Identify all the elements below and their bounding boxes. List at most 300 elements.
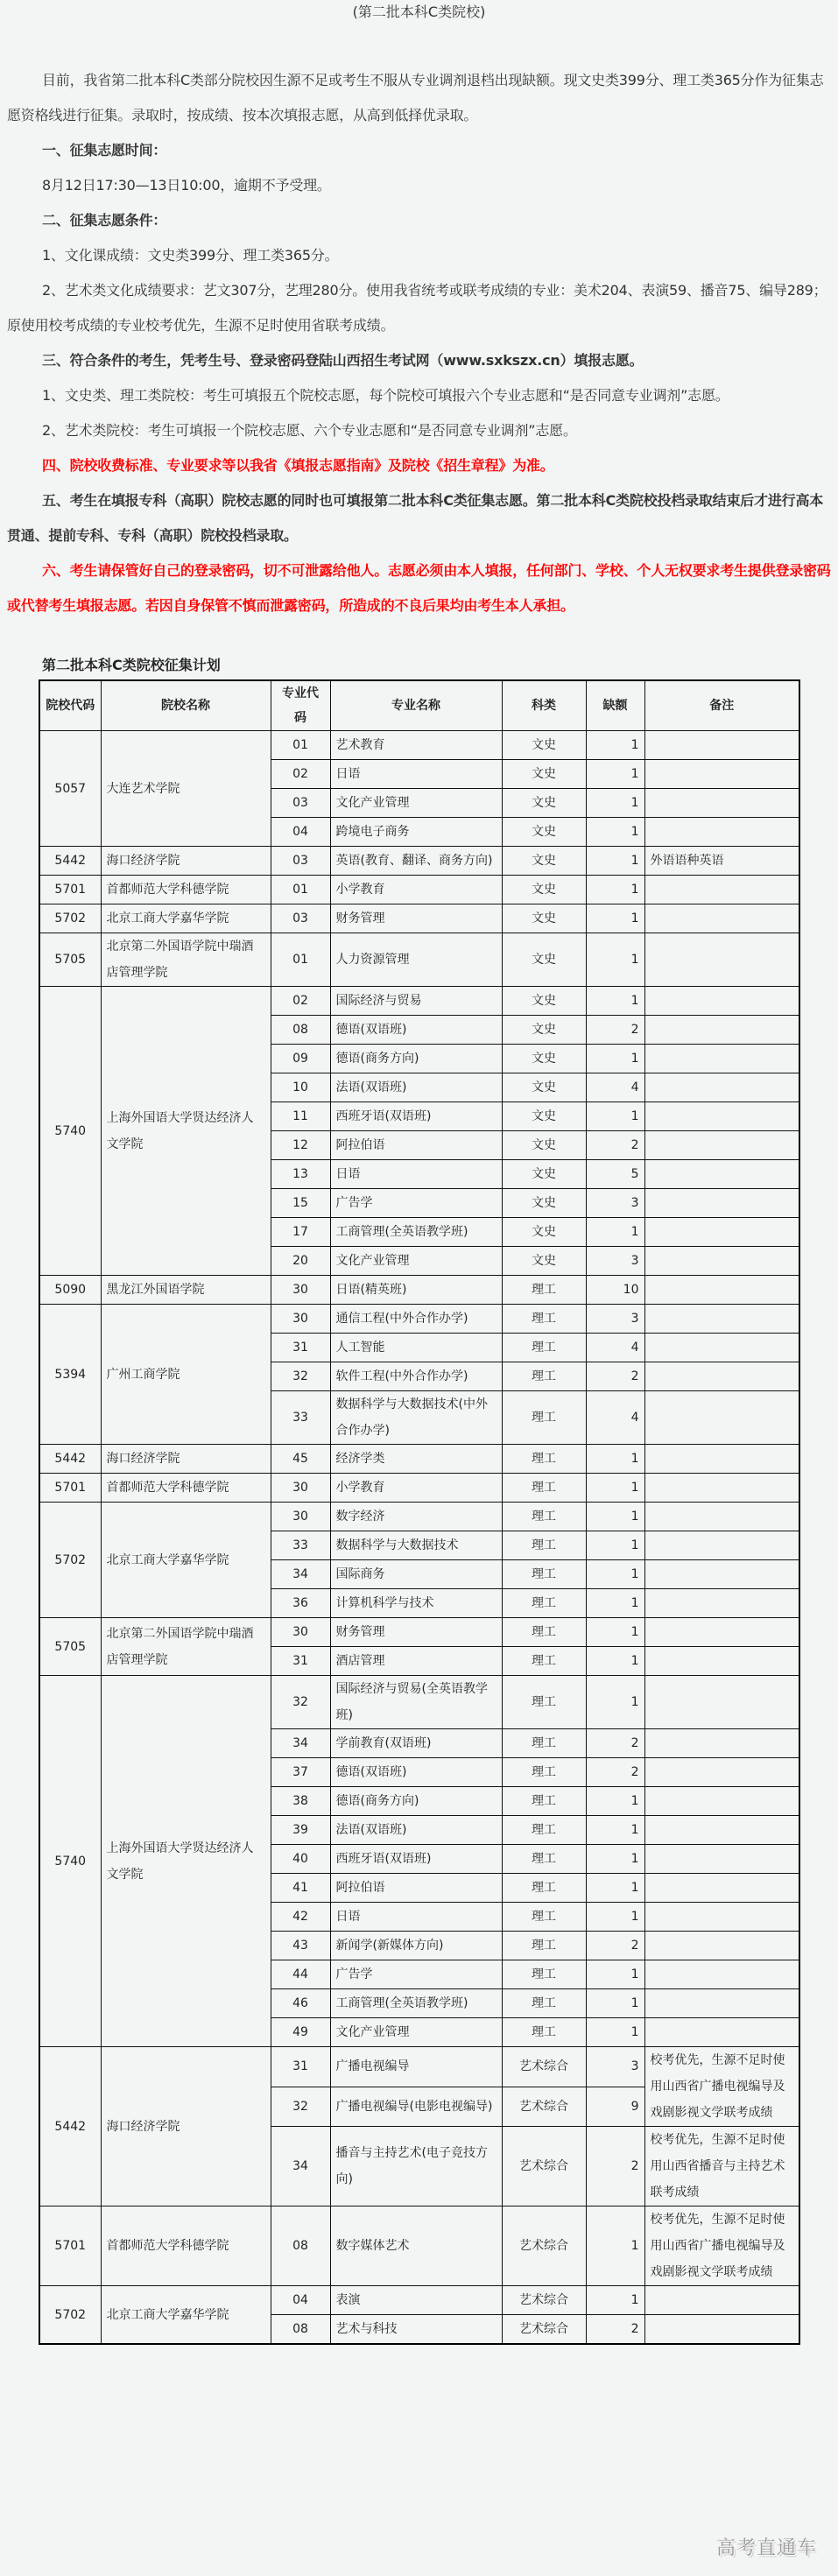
- cell-major-name: 人工智能: [330, 1334, 502, 1362]
- cell-major-name: 数据科学与大数据技术: [330, 1531, 502, 1560]
- cell-major-code: 02: [271, 987, 330, 1016]
- cell-category: 理工: [502, 1758, 586, 1787]
- cell-school-code: 5702: [39, 904, 101, 933]
- cell-major-name: 法语(双语班): [330, 1816, 502, 1845]
- cell-major-name: 德语(商务方向): [330, 1045, 502, 1073]
- header-major-code: 专业代码: [271, 680, 330, 731]
- cell-remarks: [644, 1589, 799, 1618]
- cell-remarks: [644, 876, 799, 904]
- cell-vacancy: 1: [586, 818, 644, 847]
- cell-major-name: 播音与主持艺术(电子竞技方向): [330, 2127, 502, 2206]
- cell-major-name: 广播电视编导(电影电视编导): [330, 2087, 502, 2127]
- cell-major-name: 日语(精英班): [330, 1276, 502, 1305]
- cell-school-name: 上海外国语大学贤达经济人文学院: [101, 987, 271, 1276]
- cell-major-code: 34: [271, 1729, 330, 1758]
- cell-remarks: 外语语种英语: [644, 847, 799, 876]
- cell-major-code: 08: [271, 1016, 330, 1045]
- cell-major-name: 数据科学与大数据技术(中外合作办学): [330, 1391, 502, 1445]
- cell-vacancy: 2: [586, 1362, 644, 1391]
- cell-major-code: 30: [271, 1503, 330, 1531]
- cell-major-name: 经济学类: [330, 1445, 502, 1474]
- cell-remarks: [644, 1474, 799, 1503]
- cell-school-name: 首都师范大学科德学院: [101, 1474, 271, 1503]
- cell-major-code: 30: [271, 1276, 330, 1305]
- cell-vacancy: 1: [586, 1531, 644, 1560]
- cell-major-code: 34: [271, 2127, 330, 2206]
- cell-major-code: 30: [271, 1618, 330, 1647]
- cell-major-code: 01: [271, 876, 330, 904]
- cell-major-name: 通信工程(中外合作办学): [330, 1305, 502, 1334]
- cell-remarks: [644, 1334, 799, 1362]
- cell-school-code: 5701: [39, 1474, 101, 1503]
- cell-category: 艺术综合: [502, 2315, 586, 2345]
- cell-major-name: 国际经济与贸易: [330, 987, 502, 1016]
- cell-school-name: 海口经济学院: [101, 1445, 271, 1474]
- cell-category: 理工: [502, 1276, 586, 1305]
- cell-vacancy: 1: [586, 2018, 644, 2047]
- cell-remarks: [644, 987, 799, 1016]
- cell-school-code: 5740: [39, 987, 101, 1276]
- cell-category: 理工: [502, 1589, 586, 1618]
- enrollment-plan-table: [39, 679, 800, 2345]
- cell-category: 理工: [502, 1445, 586, 1474]
- cell-school-name: 大连艺术学院: [101, 731, 271, 847]
- cell-category: 理工: [502, 1531, 586, 1560]
- table-row: [39, 847, 799, 876]
- cell-major-code: 10: [271, 1073, 330, 1102]
- cell-remarks: [644, 1676, 799, 1729]
- cell-category: 理工: [502, 1503, 586, 1531]
- cell-category: 理工: [502, 1729, 586, 1758]
- section-text: 2、艺术类文化成绩要求：艺文307分，艺理280分。使用我省统考或联考成绩的专业：美术204、表演59、播音75、编导289；原使用校考成绩的专业校考优先，生源不足时使用省联考成绩。: [7, 282, 827, 334]
- cell-major-name: 国际商务: [330, 1560, 502, 1589]
- cell-major-name: 工商管理(全英语教学班): [330, 1218, 502, 1247]
- cell-vacancy: 4: [586, 1073, 644, 1102]
- table-row: [39, 1474, 799, 1503]
- cell-category: 文史: [502, 1045, 586, 1073]
- section-heading: 二、征集志愿条件：: [42, 212, 167, 229]
- cell-major-code: 34: [271, 1560, 330, 1589]
- cell-category: 文史: [502, 1247, 586, 1276]
- cell-major-code: 03: [271, 789, 330, 818]
- cell-vacancy: 2: [586, 2127, 644, 2206]
- cell-category: 理工: [502, 1874, 586, 1903]
- cell-remarks: [644, 2315, 799, 2345]
- table-row: [39, 904, 799, 933]
- cell-school-name: 北京工商大学嘉华学院: [101, 904, 271, 933]
- table-header-row: [39, 680, 799, 731]
- cell-category: 文史: [502, 1189, 586, 1218]
- cell-major-name: 日语: [330, 1160, 502, 1189]
- cell-remarks: [644, 818, 799, 847]
- cell-major-name: 英语(教育、翻译、商务方向): [330, 847, 502, 876]
- cell-school-name: 海口经济学院: [101, 847, 271, 876]
- cell-major-name: 人力资源管理: [330, 933, 502, 987]
- cell-major-name: 阿拉伯语: [330, 1874, 502, 1903]
- cell-major-code: 32: [271, 1676, 330, 1729]
- cell-major-name: 表演: [330, 2286, 502, 2315]
- cell-remarks: [644, 1391, 799, 1445]
- cell-vacancy: 1: [586, 1474, 644, 1503]
- cell-major-name: 日语: [330, 1903, 502, 1932]
- cell-category: 文史: [502, 847, 586, 876]
- cell-school-code: 5701: [39, 2206, 101, 2286]
- cell-category: 理工: [502, 2018, 586, 2047]
- page-subtitle: (第二批本科C类院校): [352, 4, 486, 20]
- section-heading: 五、考生在填报专科（高职）院校志愿的同时也可填报第二批本科C类征集志愿。第二批本科C类院校投档录取结束后才进行高本贯通、提前专科、专科（高职）院校投档录取。: [7, 492, 824, 544]
- cell-major-name: 跨境电子商务: [330, 818, 502, 847]
- cell-major-name: 法语(双语班): [330, 1073, 502, 1102]
- cell-remarks: [644, 1989, 799, 2018]
- cell-category: 艺术综合: [502, 2087, 586, 2127]
- cell-vacancy: 9: [586, 2087, 644, 2127]
- cell-school-code: 5701: [39, 876, 101, 904]
- cell-school-name: 北京第二外国语学院中瑞酒店管理学院: [101, 933, 271, 987]
- cell-remarks: [644, 1787, 799, 1816]
- cell-remarks: [644, 789, 799, 818]
- cell-remarks: [644, 1531, 799, 1560]
- cell-major-code: 30: [271, 1305, 330, 1334]
- cell-remarks: [644, 1016, 799, 1045]
- cell-remarks: [644, 1445, 799, 1474]
- cell-remarks: [644, 1102, 799, 1131]
- cell-major-code: 08: [271, 2206, 330, 2286]
- cell-vacancy: 2: [586, 1758, 644, 1787]
- cell-category: 理工: [502, 1932, 586, 1960]
- cell-category: 理工: [502, 1816, 586, 1845]
- cell-remarks: [644, 933, 799, 987]
- cell-remarks: [644, 1816, 799, 1845]
- cell-vacancy: 3: [586, 1189, 644, 1218]
- cell-vacancy: 2: [586, 1016, 644, 1045]
- cell-category: 文史: [502, 876, 586, 904]
- cell-vacancy: 1: [586, 1874, 644, 1903]
- cell-category: 文史: [502, 1160, 586, 1189]
- cell-vacancy: 1: [586, 1045, 644, 1073]
- cell-category: 文史: [502, 933, 586, 987]
- cell-category: 艺术综合: [502, 2286, 586, 2315]
- cell-vacancy: 1: [586, 1676, 644, 1729]
- cell-vacancy: 3: [586, 1247, 644, 1276]
- cell-major-code: 12: [271, 1131, 330, 1160]
- cell-major-name: 文化产业管理: [330, 1247, 502, 1276]
- cell-category: 文史: [502, 760, 586, 789]
- cell-vacancy: 2: [586, 1932, 644, 1960]
- cell-major-name: 西班牙语(双语班): [330, 1102, 502, 1131]
- cell-vacancy: 5: [586, 1160, 644, 1189]
- cell-major-code: 11: [271, 1102, 330, 1131]
- cell-category: 理工: [502, 1362, 586, 1391]
- table-row: [39, 2047, 799, 2087]
- cell-category: 文史: [502, 789, 586, 818]
- header-school-name: 院校名称: [101, 680, 271, 731]
- cell-vacancy: 1: [586, 1560, 644, 1589]
- watermark: 高考直通车: [716, 2537, 818, 2559]
- cell-vacancy: 2: [586, 1729, 644, 1758]
- cell-school-name: 黑龙江外国语学院: [101, 1276, 271, 1305]
- cell-school-name: 北京工商大学嘉华学院: [101, 1503, 271, 1618]
- cell-remarks: [644, 1362, 799, 1391]
- cell-major-name: 工商管理(全英语教学班): [330, 1989, 502, 2018]
- table-row: [39, 1305, 799, 1334]
- cell-major-code: 08: [271, 2315, 330, 2345]
- cell-remarks: [644, 1960, 799, 1989]
- cell-major-code: 03: [271, 904, 330, 933]
- cell-major-code: 40: [271, 1845, 330, 1874]
- section-heading: 四、院校收费标准、专业要求等以我省《填报志愿指南》及院校《招生章程》为准。: [42, 457, 554, 474]
- cell-major-name: 财务管理: [330, 904, 502, 933]
- cell-vacancy: 1: [586, 2206, 644, 2286]
- table-row: [39, 987, 799, 1016]
- cell-major-name: 德语(双语班): [330, 1758, 502, 1787]
- table-row: [39, 876, 799, 904]
- cell-vacancy: 1: [586, 1845, 644, 1874]
- cell-school-name: 海口经济学院: [101, 2047, 271, 2206]
- cell-vacancy: 1: [586, 1102, 644, 1131]
- cell-major-code: 01: [271, 933, 330, 987]
- cell-vacancy: 2: [586, 2315, 644, 2345]
- table-row: [39, 1276, 799, 1305]
- cell-major-name: 西班牙语(双语班): [330, 1845, 502, 1874]
- cell-major-code: 15: [271, 1189, 330, 1218]
- cell-remarks: [644, 1276, 799, 1305]
- cell-vacancy: 4: [586, 1334, 644, 1362]
- cell-major-name: 国际经济与贸易(全英语教学班): [330, 1676, 502, 1729]
- cell-school-name: 广州工商学院: [101, 1305, 271, 1445]
- intro-paragraph: 目前，我省第二批本科C类部分院校因生源不足或考生不服从专业调剂退档出现缺额。现文史类399分、理工类365分作为征集志愿资格线进行征集。录取时，按成绩、按本次填报志愿，从高到低择优录取。: [7, 72, 824, 123]
- cell-school-code: 5705: [39, 1618, 101, 1676]
- cell-category: 理工: [502, 1787, 586, 1816]
- header-remarks: 备注: [644, 680, 799, 731]
- cell-major-name: 艺术与科技: [330, 2315, 502, 2345]
- cell-major-name: 广播电视编导: [330, 2047, 502, 2087]
- cell-major-code: 39: [271, 1816, 330, 1845]
- cell-category: 理工: [502, 1903, 586, 1932]
- cell-major-code: 31: [271, 1647, 330, 1676]
- cell-vacancy: 1: [586, 1960, 644, 1989]
- cell-remarks: [644, 1189, 799, 1218]
- cell-vacancy: 1: [586, 2286, 644, 2315]
- cell-category: 理工: [502, 1647, 586, 1676]
- cell-major-code: 04: [271, 2286, 330, 2315]
- section-text: 2、艺术类院校：考生可填报一个院校志愿、六个专业志愿和“是否同意专业调剂”志愿。: [42, 422, 577, 439]
- cell-category: 理工: [502, 1989, 586, 2018]
- cell-remarks: 校考优先，生源不足时使用山西省广播电视编导及戏剧影视文学联考成绩: [644, 2206, 799, 2286]
- cell-category: 文史: [502, 818, 586, 847]
- cell-major-code: 43: [271, 1932, 330, 1960]
- cell-vacancy: 1: [586, 760, 644, 789]
- cell-category: 文史: [502, 1073, 586, 1102]
- cell-vacancy: 2: [586, 1131, 644, 1160]
- cell-remarks: [644, 1560, 799, 1589]
- cell-major-code: 09: [271, 1045, 330, 1073]
- cell-category: 文史: [502, 731, 586, 760]
- cell-category: 文史: [502, 1218, 586, 1247]
- cell-school-code: 5442: [39, 1445, 101, 1474]
- cell-major-code: 45: [271, 1445, 330, 1474]
- cell-category: 文史: [502, 1102, 586, 1131]
- table-row: [39, 933, 799, 987]
- cell-major-code: 38: [271, 1787, 330, 1816]
- cell-major-name: 德语(商务方向): [330, 1787, 502, 1816]
- cell-major-code: 49: [271, 2018, 330, 2047]
- cell-major-code: 31: [271, 1334, 330, 1362]
- cell-remarks: [644, 731, 799, 760]
- cell-vacancy: 1: [586, 1903, 644, 1932]
- section-text: 8月12日17:30—13日10:00，逾期不予受理。: [42, 177, 331, 194]
- cell-major-name: 酒店管理: [330, 1647, 502, 1676]
- cell-category: 理工: [502, 1305, 586, 1334]
- cell-vacancy: 1: [586, 1589, 644, 1618]
- header-school-code: 院校代码: [39, 680, 101, 731]
- cell-major-code: 20: [271, 1247, 330, 1276]
- cell-major-name: 阿拉伯语: [330, 1131, 502, 1160]
- table-row: [39, 2286, 799, 2315]
- cell-major-code: 02: [271, 760, 330, 789]
- section-text: 1、文化课成绩：文史类399分、理工类365分。: [42, 247, 339, 264]
- cell-category: 理工: [502, 1560, 586, 1589]
- cell-remarks: [644, 760, 799, 789]
- cell-remarks: 校考优先，生源不足时使用山西省广播电视编导及戏剧影视文学联考成绩: [644, 2047, 799, 2127]
- cell-major-code: 44: [271, 1960, 330, 1989]
- cell-major-code: 36: [271, 1589, 330, 1618]
- section-heading: 三、符合条件的考生，凭考生号、登录密码登陆山西招生考试网（www.sxkszx.cn）填报志愿。: [42, 352, 644, 369]
- cell-category: 理工: [502, 1676, 586, 1729]
- cell-school-code: 5702: [39, 1503, 101, 1618]
- cell-school-code: 5740: [39, 1676, 101, 2047]
- cell-school-name: 上海外国语大学贤达经济人文学院: [101, 1676, 271, 2047]
- cell-major-name: 学前教育(双语班): [330, 1729, 502, 1758]
- cell-category: 理工: [502, 1391, 586, 1445]
- cell-vacancy: 1: [586, 731, 644, 760]
- notice-sections: [0, 133, 838, 623]
- cell-vacancy: 1: [586, 1503, 644, 1531]
- cell-major-code: 32: [271, 1362, 330, 1391]
- cell-remarks: 校考优先，生源不足时使用山西省播音与主持艺术联考成绩: [644, 2127, 799, 2206]
- cell-remarks: [644, 1160, 799, 1189]
- cell-major-code: 31: [271, 2047, 330, 2087]
- cell-vacancy: 1: [586, 876, 644, 904]
- cell-school-code: 5702: [39, 2286, 101, 2345]
- cell-major-name: 小学教育: [330, 876, 502, 904]
- cell-vacancy: 1: [586, 987, 644, 1016]
- cell-major-name: 新闻学(新媒体方向): [330, 1932, 502, 1960]
- cell-remarks: [644, 1647, 799, 1676]
- cell-remarks: [644, 1932, 799, 1960]
- section-heading: 六、考生请保管好自己的登录密码，切不可泄露给他人。志愿必须由本人填报，任何部门、学校、个人无权要求考生提供登录密码或代替考生填报志愿。若因自身保管不慎而泄露密码，所造成的不良后果均由考生本人承担。: [7, 562, 831, 614]
- table-row: [39, 1503, 799, 1531]
- cell-major-name: 软件工程(中外合作办学): [330, 1362, 502, 1391]
- cell-category: 文史: [502, 904, 586, 933]
- cell-remarks: [644, 1903, 799, 1932]
- cell-major-code: 03: [271, 847, 330, 876]
- cell-school-code: 5057: [39, 731, 101, 847]
- cell-category: 理工: [502, 1334, 586, 1362]
- cell-major-name: 计算机科学与技术: [330, 1589, 502, 1618]
- cell-school-name: 首都师范大学科德学院: [101, 2206, 271, 2286]
- cell-school-code: 5442: [39, 2047, 101, 2206]
- table-row: [39, 1445, 799, 1474]
- cell-major-code: 13: [271, 1160, 330, 1189]
- cell-major-code: 32: [271, 2087, 330, 2127]
- cell-remarks: [644, 1874, 799, 1903]
- cell-major-name: 艺术教育: [330, 731, 502, 760]
- cell-major-code: 30: [271, 1474, 330, 1503]
- cell-major-code: 04: [271, 818, 330, 847]
- table-row: [39, 1618, 799, 1647]
- table-row: [39, 1676, 799, 1729]
- section-heading: 一、征集志愿时间：: [42, 142, 167, 158]
- cell-major-code: 01: [271, 731, 330, 760]
- cell-vacancy: 1: [586, 1816, 644, 1845]
- cell-major-name: 文化产业管理: [330, 789, 502, 818]
- cell-vacancy: 1: [586, 1445, 644, 1474]
- table-title: 第二批本科C类院校征集计划: [42, 657, 221, 673]
- section-text: 1、文史类、理工类院校：考生可填报五个院校志愿，每个院校可填报六个专业志愿和“是否同意专业调剂”志愿。: [42, 387, 729, 404]
- cell-major-name: 广告学: [330, 1960, 502, 1989]
- cell-remarks: [644, 1305, 799, 1334]
- cell-vacancy: 1: [586, 1218, 644, 1247]
- cell-remarks: [644, 904, 799, 933]
- cell-vacancy: 1: [586, 1618, 644, 1647]
- cell-major-code: 46: [271, 1989, 330, 2018]
- cell-category: 文史: [502, 1131, 586, 1160]
- cell-vacancy: 4: [586, 1391, 644, 1445]
- cell-vacancy: 10: [586, 1276, 644, 1305]
- table-body: [39, 731, 799, 2345]
- cell-major-code: 37: [271, 1758, 330, 1787]
- cell-category: 理工: [502, 1618, 586, 1647]
- cell-category: 理工: [502, 1474, 586, 1503]
- cell-school-code: 5090: [39, 1276, 101, 1305]
- cell-category: 文史: [502, 1016, 586, 1045]
- table-row: [39, 731, 799, 760]
- cell-vacancy: 1: [586, 904, 644, 933]
- cell-category: 艺术综合: [502, 2206, 586, 2286]
- cell-remarks: [644, 1729, 799, 1758]
- cell-remarks: [644, 1247, 799, 1276]
- cell-school-name: 北京工商大学嘉华学院: [101, 2286, 271, 2345]
- cell-school-code: 5705: [39, 933, 101, 987]
- cell-remarks: [644, 1045, 799, 1073]
- cell-remarks: [644, 1503, 799, 1531]
- header-major-name: 专业名称: [330, 680, 502, 731]
- cell-major-code: 33: [271, 1531, 330, 1560]
- cell-remarks: [644, 1131, 799, 1160]
- header-vacancy: 缺额: [586, 680, 644, 731]
- cell-remarks: [644, 2286, 799, 2315]
- cell-remarks: [644, 1845, 799, 1874]
- cell-school-code: 5394: [39, 1305, 101, 1445]
- cell-vacancy: 3: [586, 2047, 644, 2087]
- cell-vacancy: 1: [586, 847, 644, 876]
- cell-vacancy: 3: [586, 1305, 644, 1334]
- cell-major-name: 文化产业管理: [330, 2018, 502, 2047]
- cell-remarks: [644, 1073, 799, 1102]
- cell-school-name: 首都师范大学科德学院: [101, 876, 271, 904]
- cell-vacancy: 1: [586, 1787, 644, 1816]
- cell-vacancy: 1: [586, 933, 644, 987]
- cell-vacancy: 1: [586, 789, 644, 818]
- cell-major-code: 41: [271, 1874, 330, 1903]
- cell-remarks: [644, 1618, 799, 1647]
- cell-vacancy: 1: [586, 1647, 644, 1676]
- cell-major-name: 财务管理: [330, 1618, 502, 1647]
- cell-major-name: 数字媒体艺术: [330, 2206, 502, 2286]
- cell-major-name: 日语: [330, 760, 502, 789]
- cell-vacancy: 1: [586, 1989, 644, 2018]
- cell-school-code: 5442: [39, 847, 101, 876]
